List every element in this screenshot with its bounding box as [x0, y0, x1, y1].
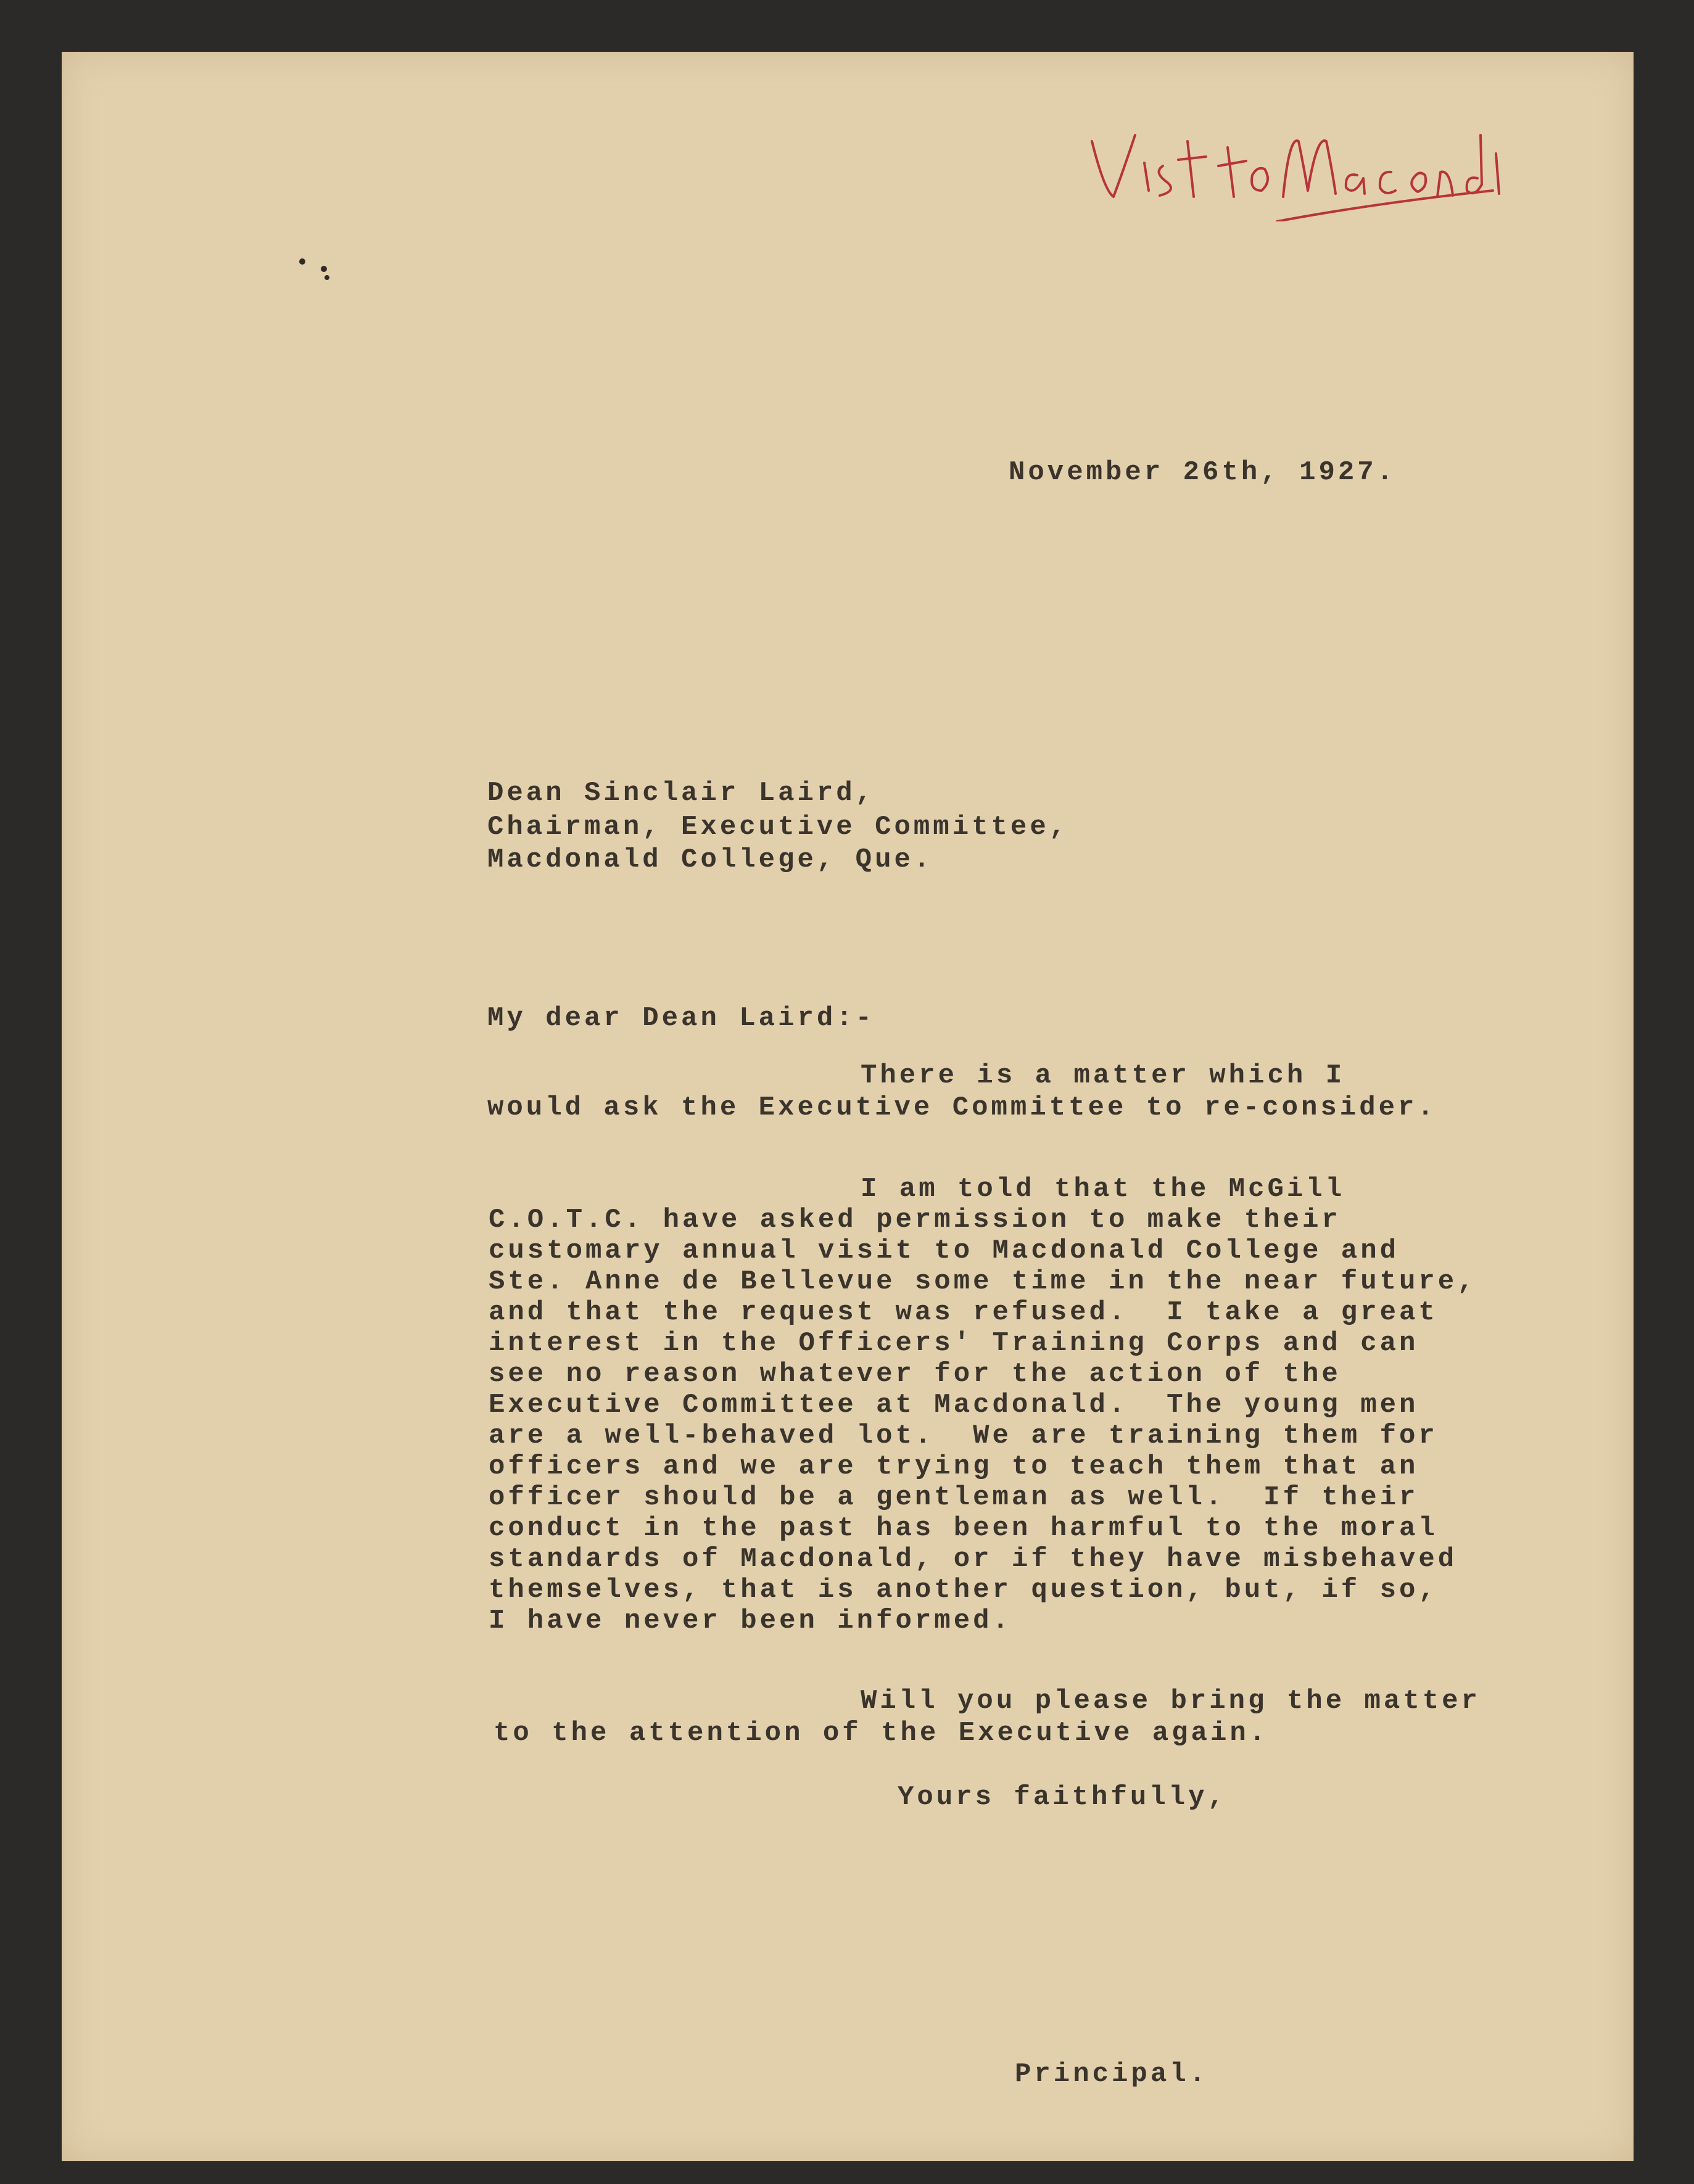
body-line: themselves, that is another question, but, if so,	[489, 1575, 1438, 1605]
body-line: and that the request was refused. I take a great	[489, 1297, 1438, 1328]
body-line: C.O.T.C. have asked permission to make their	[489, 1205, 1341, 1235]
signature-title: Principal.	[1015, 2059, 1209, 2090]
ink-marks	[278, 218, 401, 299]
body-line: are a well-behaved lot. We are training them for	[489, 1420, 1438, 1451]
recipient-location: Macdonald College, Que.	[487, 844, 933, 875]
body-line: Ste. Anne de Bellevue some time in the near future,	[489, 1266, 1477, 1297]
body-line: would ask the Executive Committee to re-consider.	[487, 1092, 1437, 1123]
recipient-name: Dean Sinclair Laird,	[487, 778, 875, 809]
body-line: officer should be a gentleman as well. If their	[489, 1482, 1419, 1513]
body-line: officers and we are trying to teach them that an	[489, 1451, 1419, 1482]
body-line: standards of Macdonald, or if they have misbehaved	[489, 1544, 1458, 1575]
body-line: customary annual visit to Macdonald College and	[489, 1235, 1400, 1266]
body-line: to the attention of the Executive again.	[494, 1718, 1269, 1749]
salutation: My dear Dean Laird:-	[487, 1003, 875, 1034]
recipient-title: Chairman, Executive Committee,	[487, 812, 1069, 843]
body-line: conduct in the past has been harmful to the moral	[489, 1513, 1438, 1544]
closing: Yours faithfully,	[898, 1782, 1227, 1813]
body-line: Will you please bring the matter	[861, 1686, 1481, 1716]
body-line: Executive Committee at Macdonald. The young men	[489, 1390, 1419, 1420]
body-line: There is a matter which I	[861, 1060, 1345, 1091]
body-line: I am told that the McGill	[861, 1174, 1345, 1205]
body-line: interest in the Officers' Training Corps and can	[489, 1328, 1419, 1359]
letter-page	[62, 52, 1634, 2161]
letter-date: November 26th, 1927.	[1009, 457, 1397, 488]
body-line: see no reason whatever for the action of the	[489, 1359, 1341, 1390]
body-line: I have never been informed.	[489, 1605, 1012, 1636]
handwritten-annotation	[1080, 98, 1511, 221]
